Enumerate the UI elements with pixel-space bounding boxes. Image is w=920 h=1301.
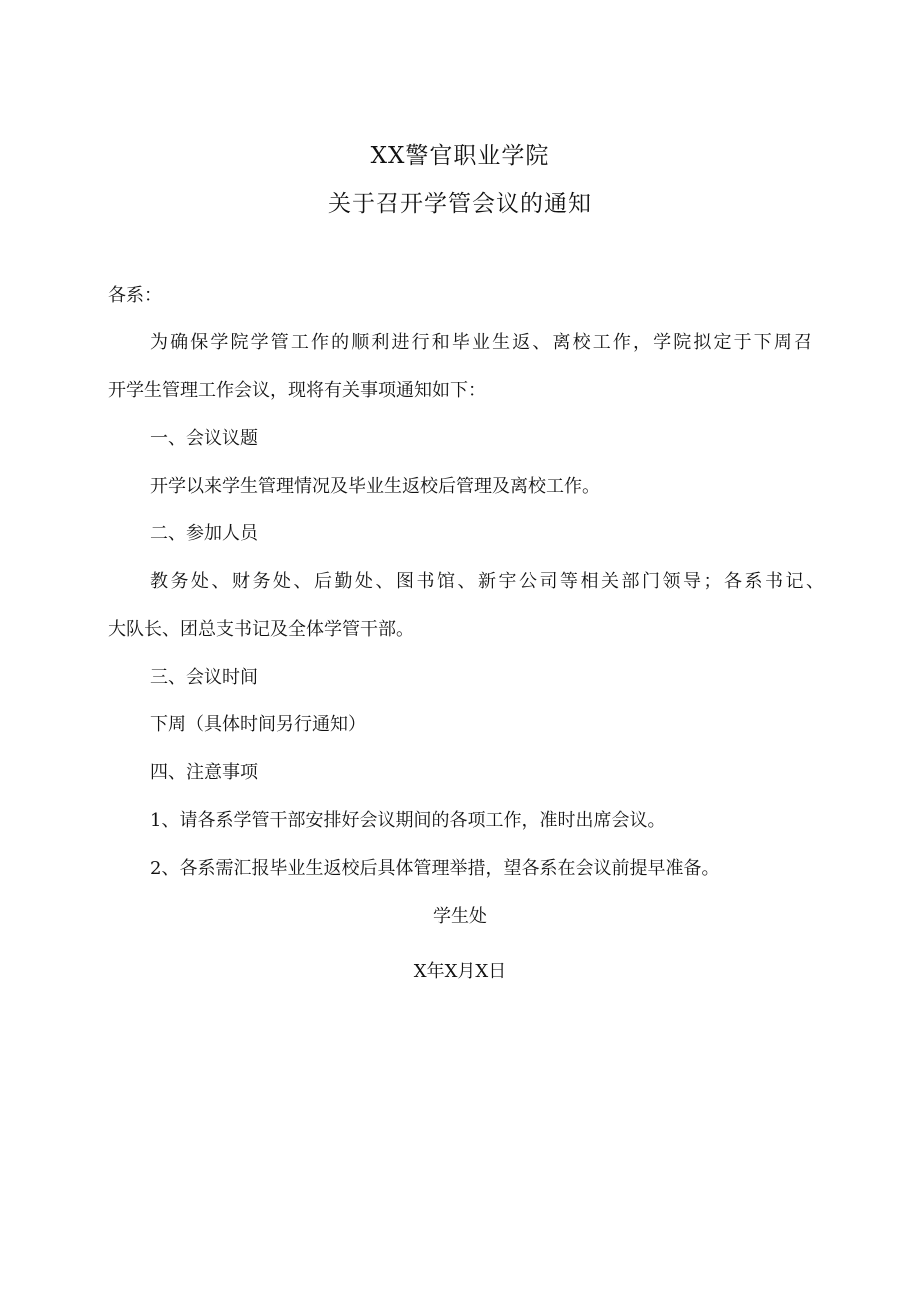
issue-date: X年X月X日 xyxy=(413,961,507,982)
org-name: XX警官职业学院 xyxy=(370,143,550,169)
section-3-text: 下周（具体时间另行通知） xyxy=(150,714,366,735)
note-2: 2、各系需汇报毕业生返校后具体管理举措，望各系在会议前提早准备。 xyxy=(150,858,720,879)
intro-line-2: 开学生管理工作会议，现将有关事项通知如下： xyxy=(108,380,486,401)
issuer: 学生处 xyxy=(433,906,487,927)
section-2-title: 二、参加人员 xyxy=(150,523,258,544)
section-4-title: 四、注意事项 xyxy=(150,762,258,783)
section-2-line-1: 教务处、财务处、后勤处、图书馆、新宇公司等相关部门领导；各系书记、 xyxy=(150,571,824,592)
section-1-title: 一、会议议题 xyxy=(150,428,258,449)
section-3-title: 三、会议时间 xyxy=(150,667,258,688)
section-2-line-2: 大队长、团总支书记及全体学管干部。 xyxy=(108,619,414,640)
note-1: 1、请各系学管干部安排好会议期间的各项工作，准时出席会议。 xyxy=(150,810,666,831)
intro-line-1: 为确保学院学管工作的顺利进行和毕业生返、离校工作，学院拟定于下周召 xyxy=(150,332,812,353)
salutation: 各系： xyxy=(108,285,162,306)
notice-title: 关于召开学管会议的通知 xyxy=(328,191,592,217)
section-1-text: 开学以来学生管理情况及毕业生返校后管理及离校工作。 xyxy=(150,476,600,497)
